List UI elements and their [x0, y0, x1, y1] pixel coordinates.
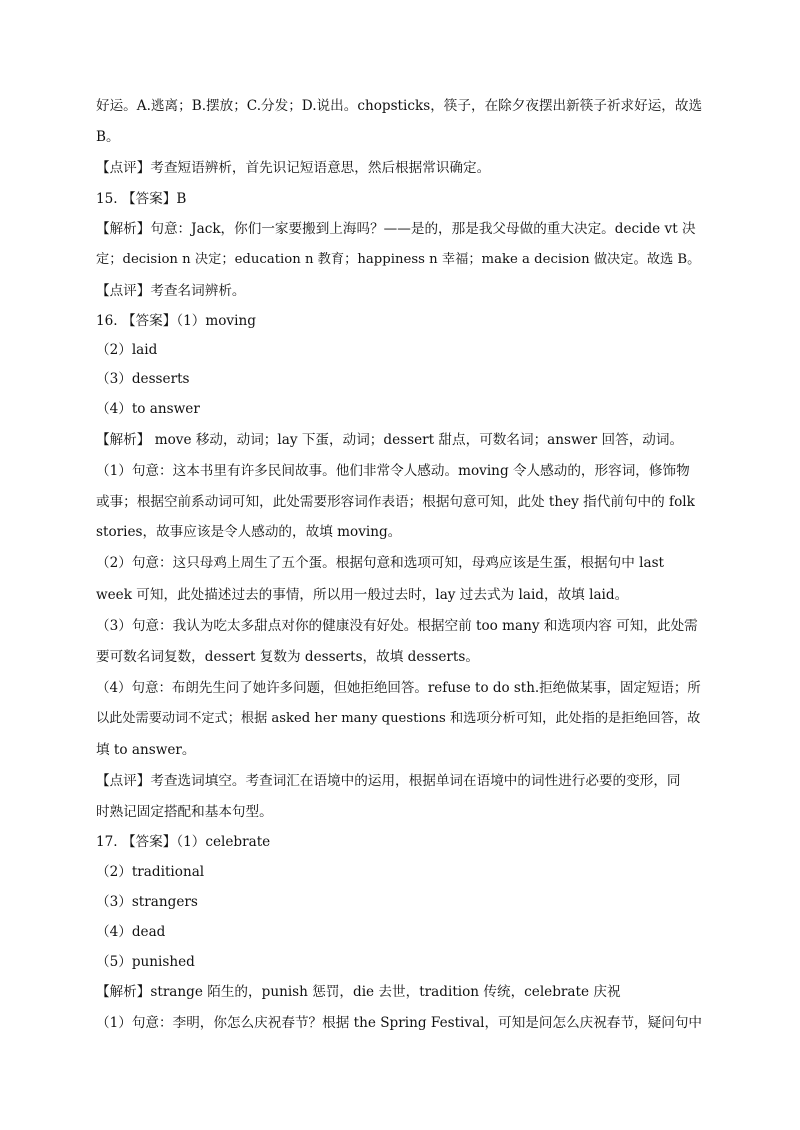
text-line: （3）desserts: [96, 371, 190, 387]
text-line: 时熟记固定搭配和基本句型。: [96, 804, 273, 820]
text-line: （1）句意：李明，你怎么庆祝春节？根据 the Spring Festival，可知是问怎么庆祝春节，疑问句中: [96, 1015, 703, 1031]
text-line: （1）句意：这本书里有许多民间故事。他们非常令人感动。moving 令人感动的，形容词，修饰物: [96, 463, 690, 479]
text-line: （4）to answer: [96, 401, 200, 417]
text-line: week 可知，此处描述过去的事情，所以用一般过去时，lay 过去式为 laid，故填 laid。: [96, 587, 629, 603]
comment-line: 【点评】考查名词辨析。: [96, 283, 246, 299]
text-line: 【解析】句意：Jack，你们一家要搬到上海吗？——是的，那是我父母做的重大决定。decide vt 决: [96, 221, 696, 237]
text-line: stories，故事应该是令人感动的，故填 moving。: [96, 524, 402, 540]
text-line: （2）laid: [96, 342, 158, 358]
text-line: 要可数名词复数，dessert 复数为 desserts，故填 desserts。: [96, 649, 479, 665]
text-line: 以此处需要动词不定式；根据 asked her many questions 和选项分析可知，此处指的是拒绝回答，故: [96, 711, 701, 726]
text-line: 或事；根据空前系动词可知，此处需要形容词作表语；根据句意可知，此处 they 指代前句中的 folk: [96, 494, 695, 510]
comment-line: 【点评】考查短语辨析，首先识记短语意思，然后根据常识确定。: [96, 160, 491, 176]
text-line: 【解析】 move 移动，动词；lay 下蛋，动词；dessert 甜点，可数名词；answer 回答，动词。: [96, 432, 684, 448]
text-line: 填 to answer。: [96, 742, 196, 758]
text-line: （5）punished: [96, 954, 195, 970]
text-line: （4）dead: [96, 924, 166, 940]
answer-line: 15. 【答案】B: [96, 191, 187, 207]
text-line: 定；decision n 决定；education n 教育；happiness n 幸福；make a decision 做决定。故选 B。: [96, 252, 701, 267]
answer-line: 16. 【答案】（1）moving: [96, 313, 256, 329]
text-line: （2）句意：这只母鸡上周生了五个蛋。根据句意和选项可知，母鸡应该是生蛋，根据句中 last: [96, 555, 665, 571]
text-line: （4）句意：布朗先生问了她许多问题，但她拒绝回答。refuse to do sth.拒绝做某事，固定短语；所: [96, 680, 701, 696]
comment-line: 【点评】考查选词填空。考查词汇在语境中的运用，根据单词在语境中的词性进行必要的变形，同: [96, 773, 681, 789]
text-line: （2）traditional: [96, 864, 205, 880]
answer-line: 17. 【答案】（1）celebrate: [96, 834, 271, 850]
text-line: （3）句意：我认为吃太多甜点对你的健康没有好处。根据空前 too many 和选项内容 可知，此处需: [96, 618, 698, 634]
text-line: B。: [96, 129, 120, 145]
text-line: 好运。A.逃离；B.摆放；C.分发；D.说出。chopsticks，筷子，在除夕夜摆出新筷子祈求好运，故选: [96, 98, 703, 114]
text-line: （3）strangers: [96, 894, 198, 910]
text-line: 【解析】strange 陌生的，punish 惩罚，die 去世，tradition 传统，celebrate 庆祝: [96, 984, 621, 1000]
